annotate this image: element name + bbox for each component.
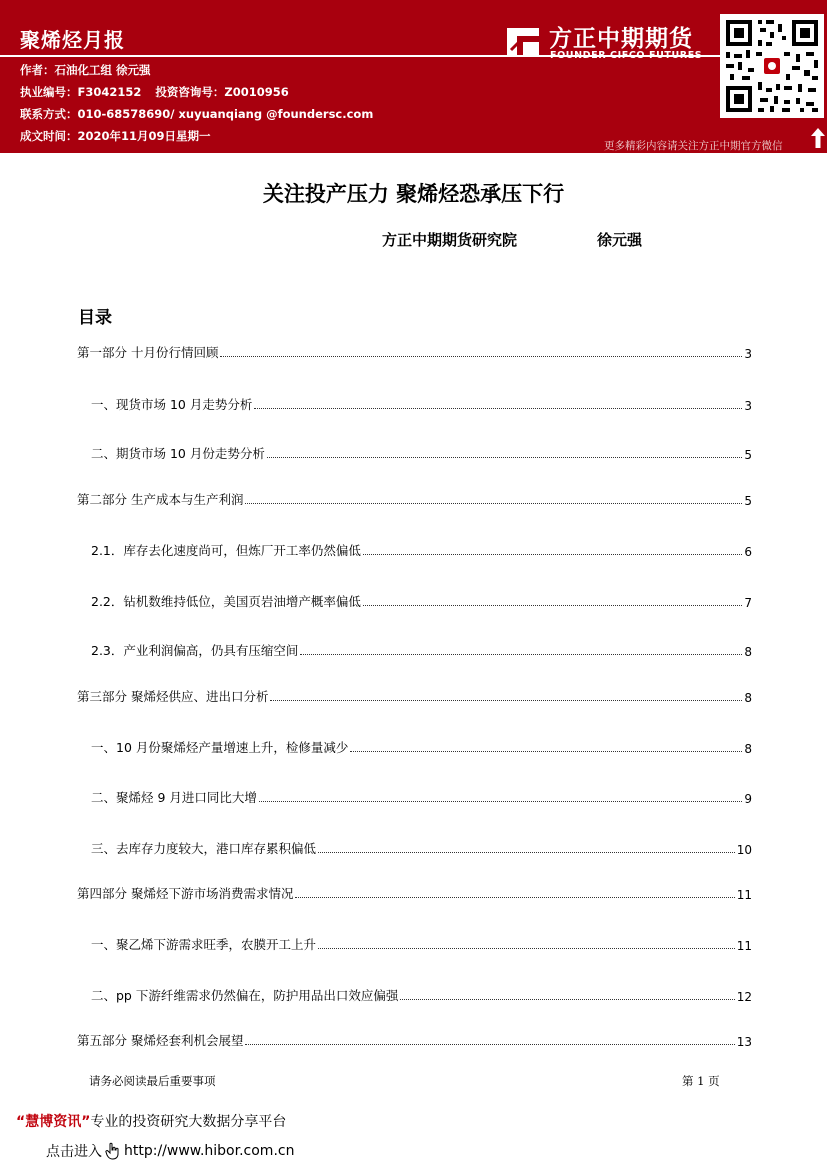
- toc-page-number: 6: [744, 545, 752, 559]
- toc-entry[interactable]: [77, 685, 752, 705]
- toc-entry-text: 2.1．库存去化速度尚可，但炼厂开工率仍然偏低: [91, 543, 361, 558]
- toc-entry[interactable]: [91, 984, 752, 1004]
- toc-entry-text: 一、10 月份聚烯烃产量增速上升，检修量减少: [91, 740, 349, 755]
- toc-leader-dots: [220, 356, 742, 357]
- toc-entry-text: 第一部分 十月份行情回顾: [77, 345, 219, 360]
- toc-entry-text: 三、去库存力度较大，港口库存累积偏低: [91, 841, 317, 856]
- toc-page-number: 8: [744, 742, 752, 756]
- report-author: 徐元强: [597, 231, 643, 249]
- watermark-brand: “慧博资讯”: [16, 1114, 91, 1130]
- footer-disclaimer-notice: 请务必阅读最后重要事项: [89, 1074, 216, 1088]
- toc-page-number: 8: [744, 691, 752, 705]
- toc-entry-text: 第四部分 聚烯烃下游市场消费需求情况: [77, 886, 294, 901]
- toc-leader-dots: [254, 408, 742, 409]
- toc-page-number: 5: [744, 494, 752, 508]
- toc-page-number: 11: [736, 888, 752, 902]
- toc-page-number: 9: [744, 792, 752, 806]
- follow-wechat-text: 更多精彩内容请关注方正中期官方微信: [604, 140, 783, 152]
- toc-entry-text: 一、现货市场 10 月走势分析: [91, 397, 253, 412]
- toc-heading: 目录: [78, 308, 112, 328]
- consult-number: 投资咨询号：Z0010956: [155, 85, 289, 99]
- toc-page-number: 3: [744, 347, 752, 361]
- toc-page-number: 10: [736, 843, 752, 857]
- report-header: [0, 0, 827, 153]
- watermark-url-link[interactable]: http://www.hibor.com.cn: [124, 1143, 295, 1159]
- watermark-link-line[interactable]: [46, 1141, 294, 1161]
- toc-entry-text: 第二部分 生产成本与生产利润: [77, 492, 244, 507]
- toc-entry-text: 二、聚烯烃 9 月进口同比大增: [91, 790, 257, 805]
- toc-page-number: 12: [736, 990, 752, 1004]
- toc-entry[interactable]: [91, 590, 752, 610]
- company-logo: [503, 18, 713, 64]
- toc-entry-text: 2.3．产业利润偏高，仍具有压缩空间: [91, 643, 299, 658]
- license-number: 执业编号：F3042152: [20, 85, 142, 99]
- research-institute: 方正中期期货研究院: [382, 231, 518, 249]
- toc-leader-dots: [245, 1044, 734, 1045]
- logo-mark-icon: [503, 22, 543, 62]
- toc-page-number: 8: [744, 645, 752, 659]
- toc-entry[interactable]: [91, 786, 752, 806]
- toc-entry[interactable]: [77, 1029, 752, 1049]
- toc-leader-dots: [318, 948, 735, 949]
- toc-page-number: 5: [744, 448, 752, 462]
- toc-leader-dots: [400, 999, 734, 1000]
- toc-entry[interactable]: [91, 539, 752, 559]
- toc-entry-text: 二、pp 下游纤维需求仍然偏在，防护用品出口效应偏强: [91, 988, 399, 1003]
- toc-entry[interactable]: [91, 393, 752, 413]
- license-line: [20, 84, 289, 100]
- toc-leader-dots: [267, 457, 743, 458]
- toc-leader-dots: [295, 897, 734, 898]
- pointing-hand-icon: [104, 1142, 122, 1160]
- toc-page-number: 13: [736, 1035, 752, 1049]
- toc-leader-dots: [245, 503, 742, 504]
- toc-leader-dots: [350, 751, 742, 752]
- toc-page-number: 11: [736, 939, 752, 953]
- footer-page-number: 第 1 页: [682, 1074, 720, 1088]
- watermark-slogan-text: 专业的投资研究大数据分享平台: [90, 1114, 287, 1130]
- author-line: 作者：石油化工组 徐元强: [20, 63, 151, 77]
- toc-entry-text: 第三部分 聚烯烃供应、进出口分析: [77, 689, 269, 704]
- report-type-label: 聚烯烃月报: [20, 28, 125, 52]
- watermark-click-text: 点击进入: [46, 1144, 102, 1160]
- toc-leader-dots: [300, 654, 742, 655]
- toc-entry[interactable]: [77, 882, 752, 902]
- toc-entry-text: 二、期货市场 10 月份走势分析: [91, 446, 265, 461]
- wechat-qr-code[interactable]: [720, 14, 824, 118]
- toc-page-number: 7: [744, 596, 752, 610]
- arrow-up-icon: [810, 127, 826, 149]
- toc-entry-text: 一、聚乙烯下游需求旺季，农膜开工上升: [91, 937, 317, 952]
- watermark-slogan: [16, 1111, 286, 1131]
- logo-english-name: FOUNDER CIFCO FUTURES: [550, 50, 703, 61]
- toc-entry[interactable]: [91, 933, 752, 953]
- toc-leader-dots: [259, 801, 742, 802]
- toc-leader-dots: [270, 700, 742, 701]
- toc-page-number: 3: [744, 399, 752, 413]
- toc-leader-dots: [363, 554, 742, 555]
- logo-chinese-name: 方正中期期货: [549, 26, 693, 52]
- toc-leader-dots: [363, 605, 742, 606]
- report-title: 关注投产压力 聚烯烃恐承压下行: [262, 181, 565, 206]
- contact-line: 联系方式：010-68578690/ xuyuanqiang @foundersc.com: [20, 107, 374, 121]
- toc-entry[interactable]: [77, 488, 752, 508]
- date-line: 成文时间：2020年11月09日星期一: [20, 129, 211, 143]
- toc-entry-text: 第五部分 聚烯烃套利机会展望: [77, 1033, 244, 1048]
- toc-entry-text: 2.2．钻机数维持低位，美国页岩油增产概率偏低: [91, 594, 361, 609]
- toc-entry[interactable]: [91, 442, 752, 462]
- toc-entry[interactable]: [77, 341, 752, 361]
- toc-entry[interactable]: [91, 639, 752, 659]
- qr-code-icon: [720, 14, 824, 118]
- toc-leader-dots: [318, 852, 735, 853]
- toc-entry[interactable]: [91, 837, 752, 857]
- toc-entry[interactable]: [91, 736, 752, 756]
